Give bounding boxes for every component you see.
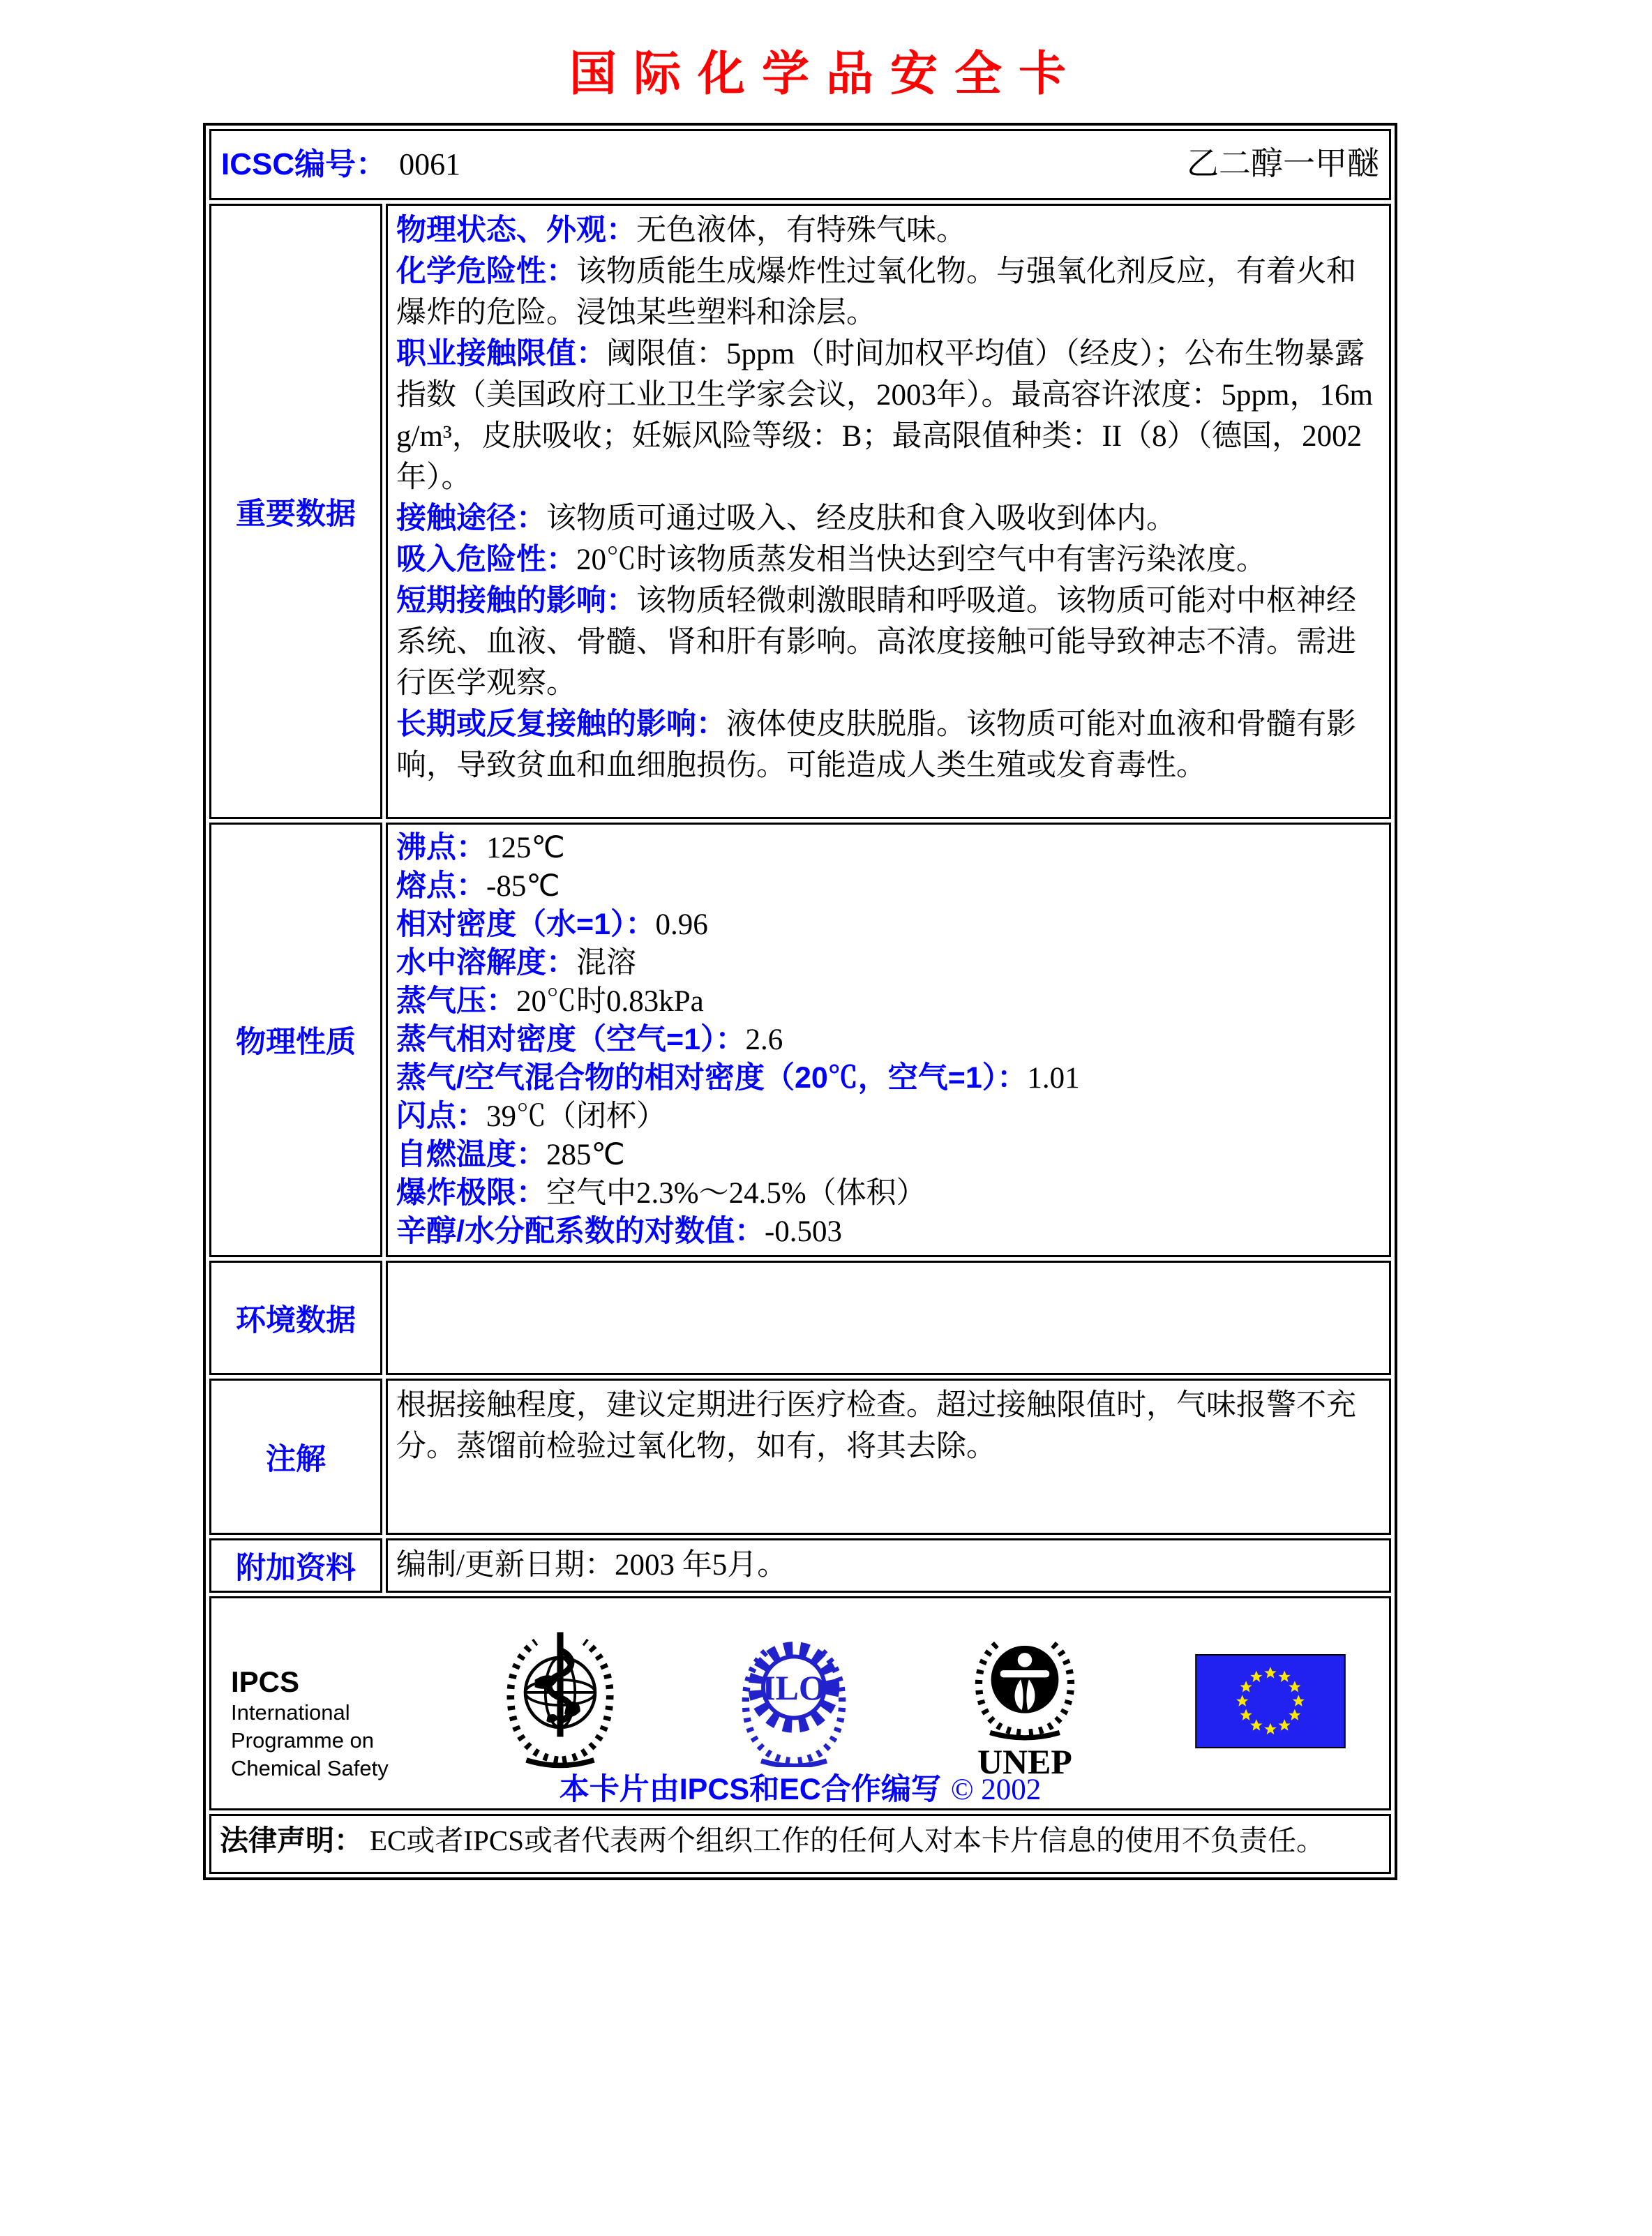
property-label: 熔点： [396, 869, 486, 903]
unep-emblem-icon [963, 1626, 1086, 1780]
property-row [396, 982, 1381, 1021]
property-value: 125℃ [486, 832, 565, 864]
logos-row [209, 1596, 1391, 1810]
property-label: 蒸气相对密度（空气=1）： [396, 1023, 746, 1056]
section-content-important [386, 204, 1391, 819]
section-label-notes: 注解 [209, 1379, 382, 1535]
header-cell [209, 129, 1391, 200]
copyright-text: © 2002 [950, 1773, 1042, 1806]
property-row [396, 1059, 1381, 1097]
property-row [396, 906, 1381, 944]
property-value: 0.96 [655, 908, 708, 941]
item-text: 该物质可通过吸入、经皮肤和食入吸收到体内。 [546, 502, 1176, 535]
section-row-environment [209, 1261, 1391, 1375]
caption-text: 本卡片由IPCS和EC合作编写 [559, 1773, 941, 1806]
property-row [396, 1136, 1381, 1174]
icsc-card-table [203, 123, 1397, 1880]
legal-label: 法律声明： [220, 1824, 363, 1856]
legal-text: EC或者IPCS或者代表两个组织工作的任何人对本卡片信息的使用不负责任。 [370, 1824, 1325, 1856]
ipcs-subtitle-line: Chemical Safety [231, 1756, 389, 1780]
section-content-notes: 根据接触程度，建议定期进行医疗检查。超过接触限值时，气味报警不充分。蒸馏前检验过氧化物，如有，将其去除。 [386, 1379, 1391, 1535]
svg-text:ILO: ILO [762, 1669, 826, 1707]
property-label: 相对密度（水=1）： [396, 908, 656, 941]
property-label: 闪点： [396, 1100, 486, 1133]
property-row [396, 1174, 1381, 1213]
property-label: 水中溶解度： [396, 946, 576, 980]
item-label: 化学危险性： [396, 255, 576, 288]
data-item [396, 704, 1381, 786]
property-row [396, 867, 1381, 906]
property-row [396, 1097, 1381, 1136]
organization-logos [211, 1598, 1389, 1780]
item-label: 长期或反复接触的影响： [396, 707, 726, 741]
section-label-physical: 物理性质 [209, 823, 382, 1257]
property-row [396, 1213, 1381, 1251]
section-row-important [209, 204, 1391, 819]
section-row-notes [209, 1379, 1391, 1535]
item-text: 20℃时该物质蒸发相当快达到空气中有害污染浓度。 [576, 543, 1266, 576]
property-value: 285℃ [546, 1139, 625, 1171]
page-title: 国际化学品安全卡 [569, 47, 1083, 100]
legal-row [209, 1814, 1391, 1874]
property-value: 20℃时0.83kPa [516, 985, 704, 1018]
property-value: 混溶 [576, 947, 636, 980]
property-label: 蒸气压： [396, 984, 516, 1018]
section-row-additional [209, 1538, 1391, 1593]
property-value: -0.503 [764, 1215, 843, 1248]
data-item [396, 498, 1381, 539]
icsc-number-group [221, 139, 460, 183]
property-label: 爆炸极限： [396, 1176, 546, 1210]
ipcs-acronym: IPCS [231, 1665, 300, 1698]
section-row-physical [209, 823, 1391, 1257]
property-label: 自燃温度： [396, 1138, 546, 1171]
section-content-environment [386, 1261, 1391, 1375]
property-value: 39℃（闭杯） [486, 1100, 666, 1133]
property-value: 2.6 [745, 1023, 783, 1056]
logos-cell [209, 1596, 1391, 1810]
unep-label: UNEP [977, 1743, 1073, 1780]
section-label-important: 重要数据 [209, 204, 382, 819]
property-row [396, 1021, 1381, 1059]
item-text: 无色液体，有特殊气味。 [636, 214, 966, 247]
item-label: 职业接触限值： [396, 337, 606, 370]
ipcs-subtitle-line: International [231, 1700, 350, 1725]
section-label-environment: 环境数据 [209, 1261, 382, 1375]
property-label: 辛醇/水分配系数的对数值： [396, 1215, 765, 1248]
section-label-additional: 附加资料 [209, 1538, 382, 1593]
property-row [396, 944, 1381, 982]
data-item [396, 539, 1381, 580]
data-item [396, 210, 1381, 251]
header-row [209, 129, 1391, 200]
property-row [396, 829, 1381, 867]
item-text: 该物质能生成爆炸性过氧化物。与强氧化剂反应，有着火和爆炸的危险。浸蚀某些塑料和涂层。 [396, 255, 1356, 329]
item-text: 该物质轻微刺激眼睛和呼吸道。该物质可能对中枢神经系统、血液、骨髓、肾和肝有影响。高浓度接触可能导致神志不清。需进行医学观察。 [396, 585, 1356, 700]
eu-flag-icon [1195, 1654, 1346, 1748]
data-item [396, 333, 1381, 498]
property-label: 蒸气/空气混合物的相对密度（20℃，空气=1）： [396, 1061, 1028, 1095]
ipcs-block [231, 1665, 389, 1783]
item-label: 接触途径： [396, 502, 546, 535]
item-label: 短期接触的影响： [396, 584, 636, 617]
section-content-physical [386, 823, 1391, 1257]
data-item [396, 580, 1381, 704]
data-item [396, 251, 1381, 333]
chemical-name: 乙二醇一甲醚 [1187, 146, 1379, 181]
legal-cell [209, 1814, 1391, 1874]
item-text: 液体使皮肤脱脂。该物质可能对血液和骨髓有影响，导致贫血和血细胞损伤。可能造成人类生殖或发育毒性。 [396, 708, 1356, 782]
section-content-additional: 编制/更新日期：2003 年5月。 [386, 1538, 1391, 1593]
icsc-label: ICSC编号： [221, 147, 387, 181]
ipcs-subtitle-line: Programme on [231, 1728, 375, 1753]
item-label: 吸入危险性： [396, 543, 576, 576]
icsc-number: 0061 [399, 147, 461, 181]
property-value: 1.01 [1027, 1062, 1080, 1095]
property-value: 空气中2.3%～24.5%（体积） [546, 1177, 926, 1210]
property-value: -85℃ [486, 870, 560, 903]
who-emblem-icon [497, 1629, 624, 1769]
property-label: 沸点： [396, 831, 486, 864]
item-label: 物理状态、外观： [396, 213, 636, 247]
ilo-emblem-icon [733, 1632, 855, 1767]
item-text: 阈限值：5ppm（时间加权平均值）（经皮）；公布生物暴露指数（美国政府工业卫生学家会议，2003年）。最高容许浓度：5ppm，16mg/m³，皮肤吸收；妊娠风险等级：B；最高限值种类：II（8）（德国，2002年）。 [396, 338, 1373, 494]
